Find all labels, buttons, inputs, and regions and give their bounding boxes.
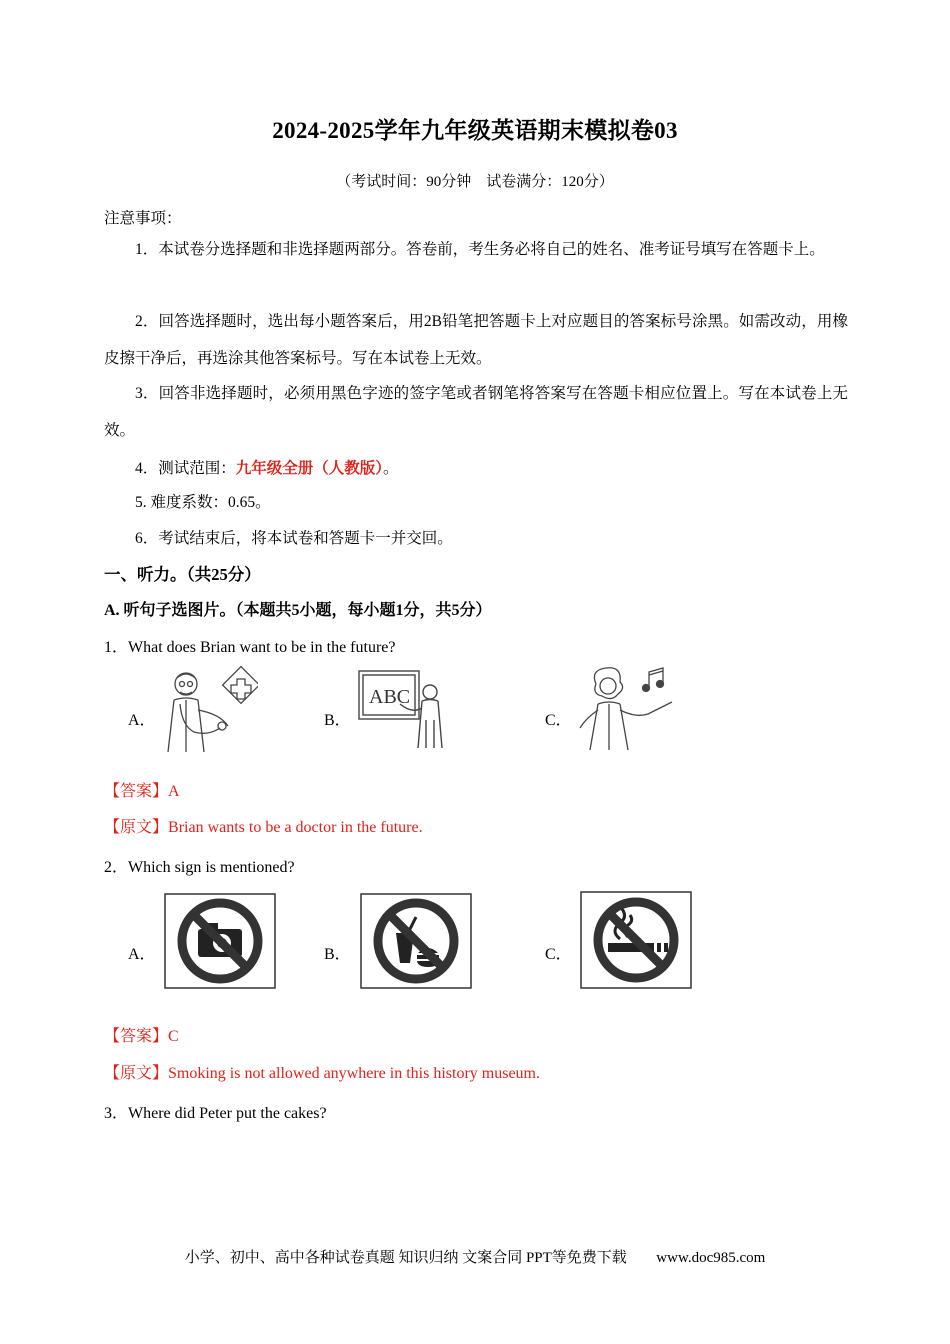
footer-text: 小学、初中、高中各种试卷真题 知识归纳 文案合同 PPT等免费下载	[184, 1250, 627, 1266]
note-item-3: 3．回答非选择题时，必须用黑色字迹的签字笔或者钢笔将答案写在答题卡相应位置上。写在本试卷上无效。	[104, 385, 848, 439]
note-item-4-suffix: 。	[383, 460, 399, 477]
board-text: ABC	[369, 686, 411, 708]
q2-option-b-label: B．	[324, 946, 351, 963]
notes-heading: 注意事项：	[104, 210, 182, 227]
q1-answer	[104, 782, 180, 802]
page-footer	[0, 1246, 950, 1267]
conductor-picture	[576, 664, 676, 754]
exam-info: （考试时间：90分钟 试卷满分：120分）	[336, 174, 614, 190]
question-2-stem: 2．Which sign is mentioned?	[104, 859, 295, 876]
q1-option-b-label: B．	[324, 712, 351, 729]
footer-url[interactable]: www.doc985.com	[656, 1250, 766, 1266]
question-1-stem: 1．What does Brian want to be in the future?	[104, 639, 396, 656]
q2-option-a-label: A．	[128, 946, 156, 963]
q2-answer-value: C	[168, 1028, 179, 1045]
note-item-1: 1．本试卷分选择题和非选择题两部分。答卷前，考生务必将自己的姓名、准考证号填写在答题卡上。	[135, 241, 825, 258]
test-scope-highlight: 九年级全册（人教版）	[235, 460, 384, 477]
note-item-4	[135, 456, 399, 478]
q2-answer-label: 【答案】	[104, 1028, 169, 1045]
teacher-picture	[356, 668, 448, 752]
note-item-5: 5. 难度系数：0.65。	[135, 494, 271, 511]
question-3-stem: 3．Where did Peter put the cakes?	[104, 1105, 327, 1122]
note-item-6: 6．考试结束后，将本试卷和答题卡一并交回。	[135, 530, 453, 547]
q2-transcript	[104, 1064, 540, 1084]
q2-answer	[104, 1027, 179, 1047]
note-item-4-prefix: 4．测试范围：	[135, 460, 236, 477]
q1-option-a-label: A．	[128, 712, 156, 729]
no-food-drink-sign	[360, 893, 472, 989]
q1-option-c-label: C．	[545, 712, 572, 729]
doctor-picture	[158, 666, 258, 754]
q1-answer-value: A	[168, 783, 180, 800]
q2-option-c-label: C．	[545, 946, 572, 963]
q1-transcript	[104, 818, 423, 838]
q1-answer-label: 【答案】	[104, 783, 169, 800]
q2-transcript-label: 【原文】	[104, 1065, 169, 1082]
q1-transcript-text: Brian wants to be a doctor in the future.	[168, 819, 423, 836]
part-a-title: A. 听句子选图片。（本题共5小题，每小题1分，共5分）	[104, 602, 492, 619]
q2-transcript-text: Smoking is not allowed anywhere in this history museum.	[168, 1065, 540, 1082]
q1-transcript-label: 【原文】	[104, 819, 169, 836]
section-listening-title: 一、听力。（共25分）	[104, 565, 261, 584]
note-item-2: 2．回答选择题时，选出每小题答案后，用2B铅笔把答题卡上对应题目的答案标号涂黑。如需改动，用橡皮擦干净后，再选涂其他答案标号。写在本试卷上无效。	[104, 313, 848, 367]
no-smoking-sign	[580, 891, 692, 989]
no-photography-sign	[164, 893, 276, 989]
page-title: 2024-2025学年九年级英语期末模拟卷03	[272, 118, 678, 143]
